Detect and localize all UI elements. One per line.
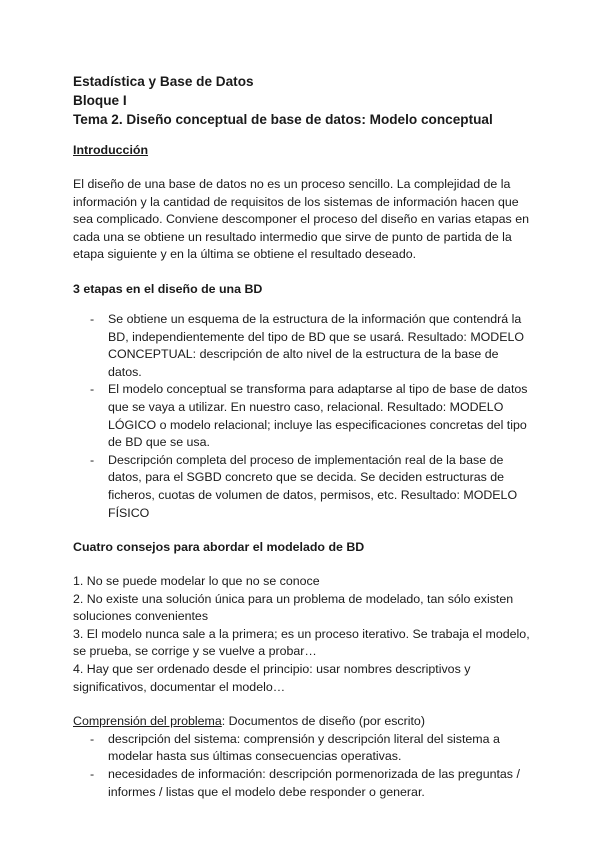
list-item bbox=[73, 311, 533, 381]
comprension-list bbox=[73, 731, 533, 801]
list-item bbox=[73, 452, 533, 522]
consejo-item: 1. No se puede modelar lo que no se conoce bbox=[73, 574, 320, 589]
intro-heading: Introducción bbox=[73, 143, 149, 157]
etapas-heading: 3 etapas en el diseño de una BD bbox=[73, 281, 263, 296]
list-item bbox=[73, 381, 533, 451]
list-item-text: Se obtiene un esquema de la estructura de la información que contendrá la BD, independientemente del tipo de BD que se usará. Resultado: MODELO CONCEPTUAL: descripción de alto nivel de la estructura de la base de datos. bbox=[108, 311, 525, 379]
dash-bullet: - bbox=[90, 311, 95, 326]
list-item-text: El modelo conceptual se transforma para adaptarse al tipo de base de datos que se vaya a utilizar. En nuestro caso, relacional. Resultado: MODELO LÓGICO o modelo relacional; incluye las especificaciones concretas del tipo de BD que se usa. bbox=[108, 382, 528, 450]
consejos-heading: Cuatro consejos para abordar el modelado de BD bbox=[73, 540, 365, 555]
comprension-line bbox=[73, 713, 533, 731]
dash-bullet: - bbox=[90, 731, 95, 746]
comprension-label: Comprensión del problema bbox=[73, 714, 222, 729]
dash-bullet: - bbox=[90, 767, 95, 782]
consejo-item: 3. El modelo nunca sale a la primera; es un proceso iterativo. Se trabaja el modelo, se prueba, se corrige y se vuelve a probar… bbox=[73, 626, 530, 659]
block-title: Bloque I bbox=[73, 93, 127, 108]
list-item-text: necesidades de información: descripción pormenorizada de las preguntas / informes / listas que el modelo debe responder o generar. bbox=[108, 767, 520, 799]
consejo-item: 2. No existe una solución única para un problema de modelado, tan sólo existen soluciones convenientes bbox=[73, 591, 514, 624]
list-item bbox=[73, 731, 533, 766]
course-title: Estadística y Base de Datos bbox=[73, 74, 254, 89]
dash-bullet: - bbox=[90, 452, 95, 467]
list-item-text: Descripción completa del proceso de implementación real de la base de datos, para el SGBD concreto que se decida. Se deciden estructuras de ficheros, cuotas de volumen de datos, permisos, etc. Resultado: MODELO FÍSICO bbox=[108, 452, 518, 520]
topic-title: Tema 2. Diseño conceptual de base de datos: Modelo conceptual bbox=[73, 112, 493, 127]
consejo-item: 4. Hay que ser ordenado desde el principio: usar nombres descriptivos y significativos, documentar el modelo… bbox=[73, 662, 471, 694]
etapas-list bbox=[73, 298, 533, 522]
list-item bbox=[73, 766, 533, 801]
dash-bullet: - bbox=[90, 382, 95, 397]
intro-paragraph: El diseño de una base de datos no es un proceso sencillo. La complejidad de la información y la cantidad de requisitos de los sistemas de información hacen que sea complicado. Conviene descomponer el proceso del diseño en varias etapas en cada una se obtiene un resultado intermedio que sirve de punto de partida de la etapa siguiente y en la última se obtiene el resultado deseado. bbox=[73, 177, 529, 262]
list-item-text: descripción del sistema: comprensión y descripción literal del sistema a modelar hasta sus últimas consecuencias operativas. bbox=[108, 731, 500, 764]
document-page bbox=[73, 72, 533, 801]
comprension-rest: : Documentos de diseño (por escrito) bbox=[221, 714, 425, 729]
